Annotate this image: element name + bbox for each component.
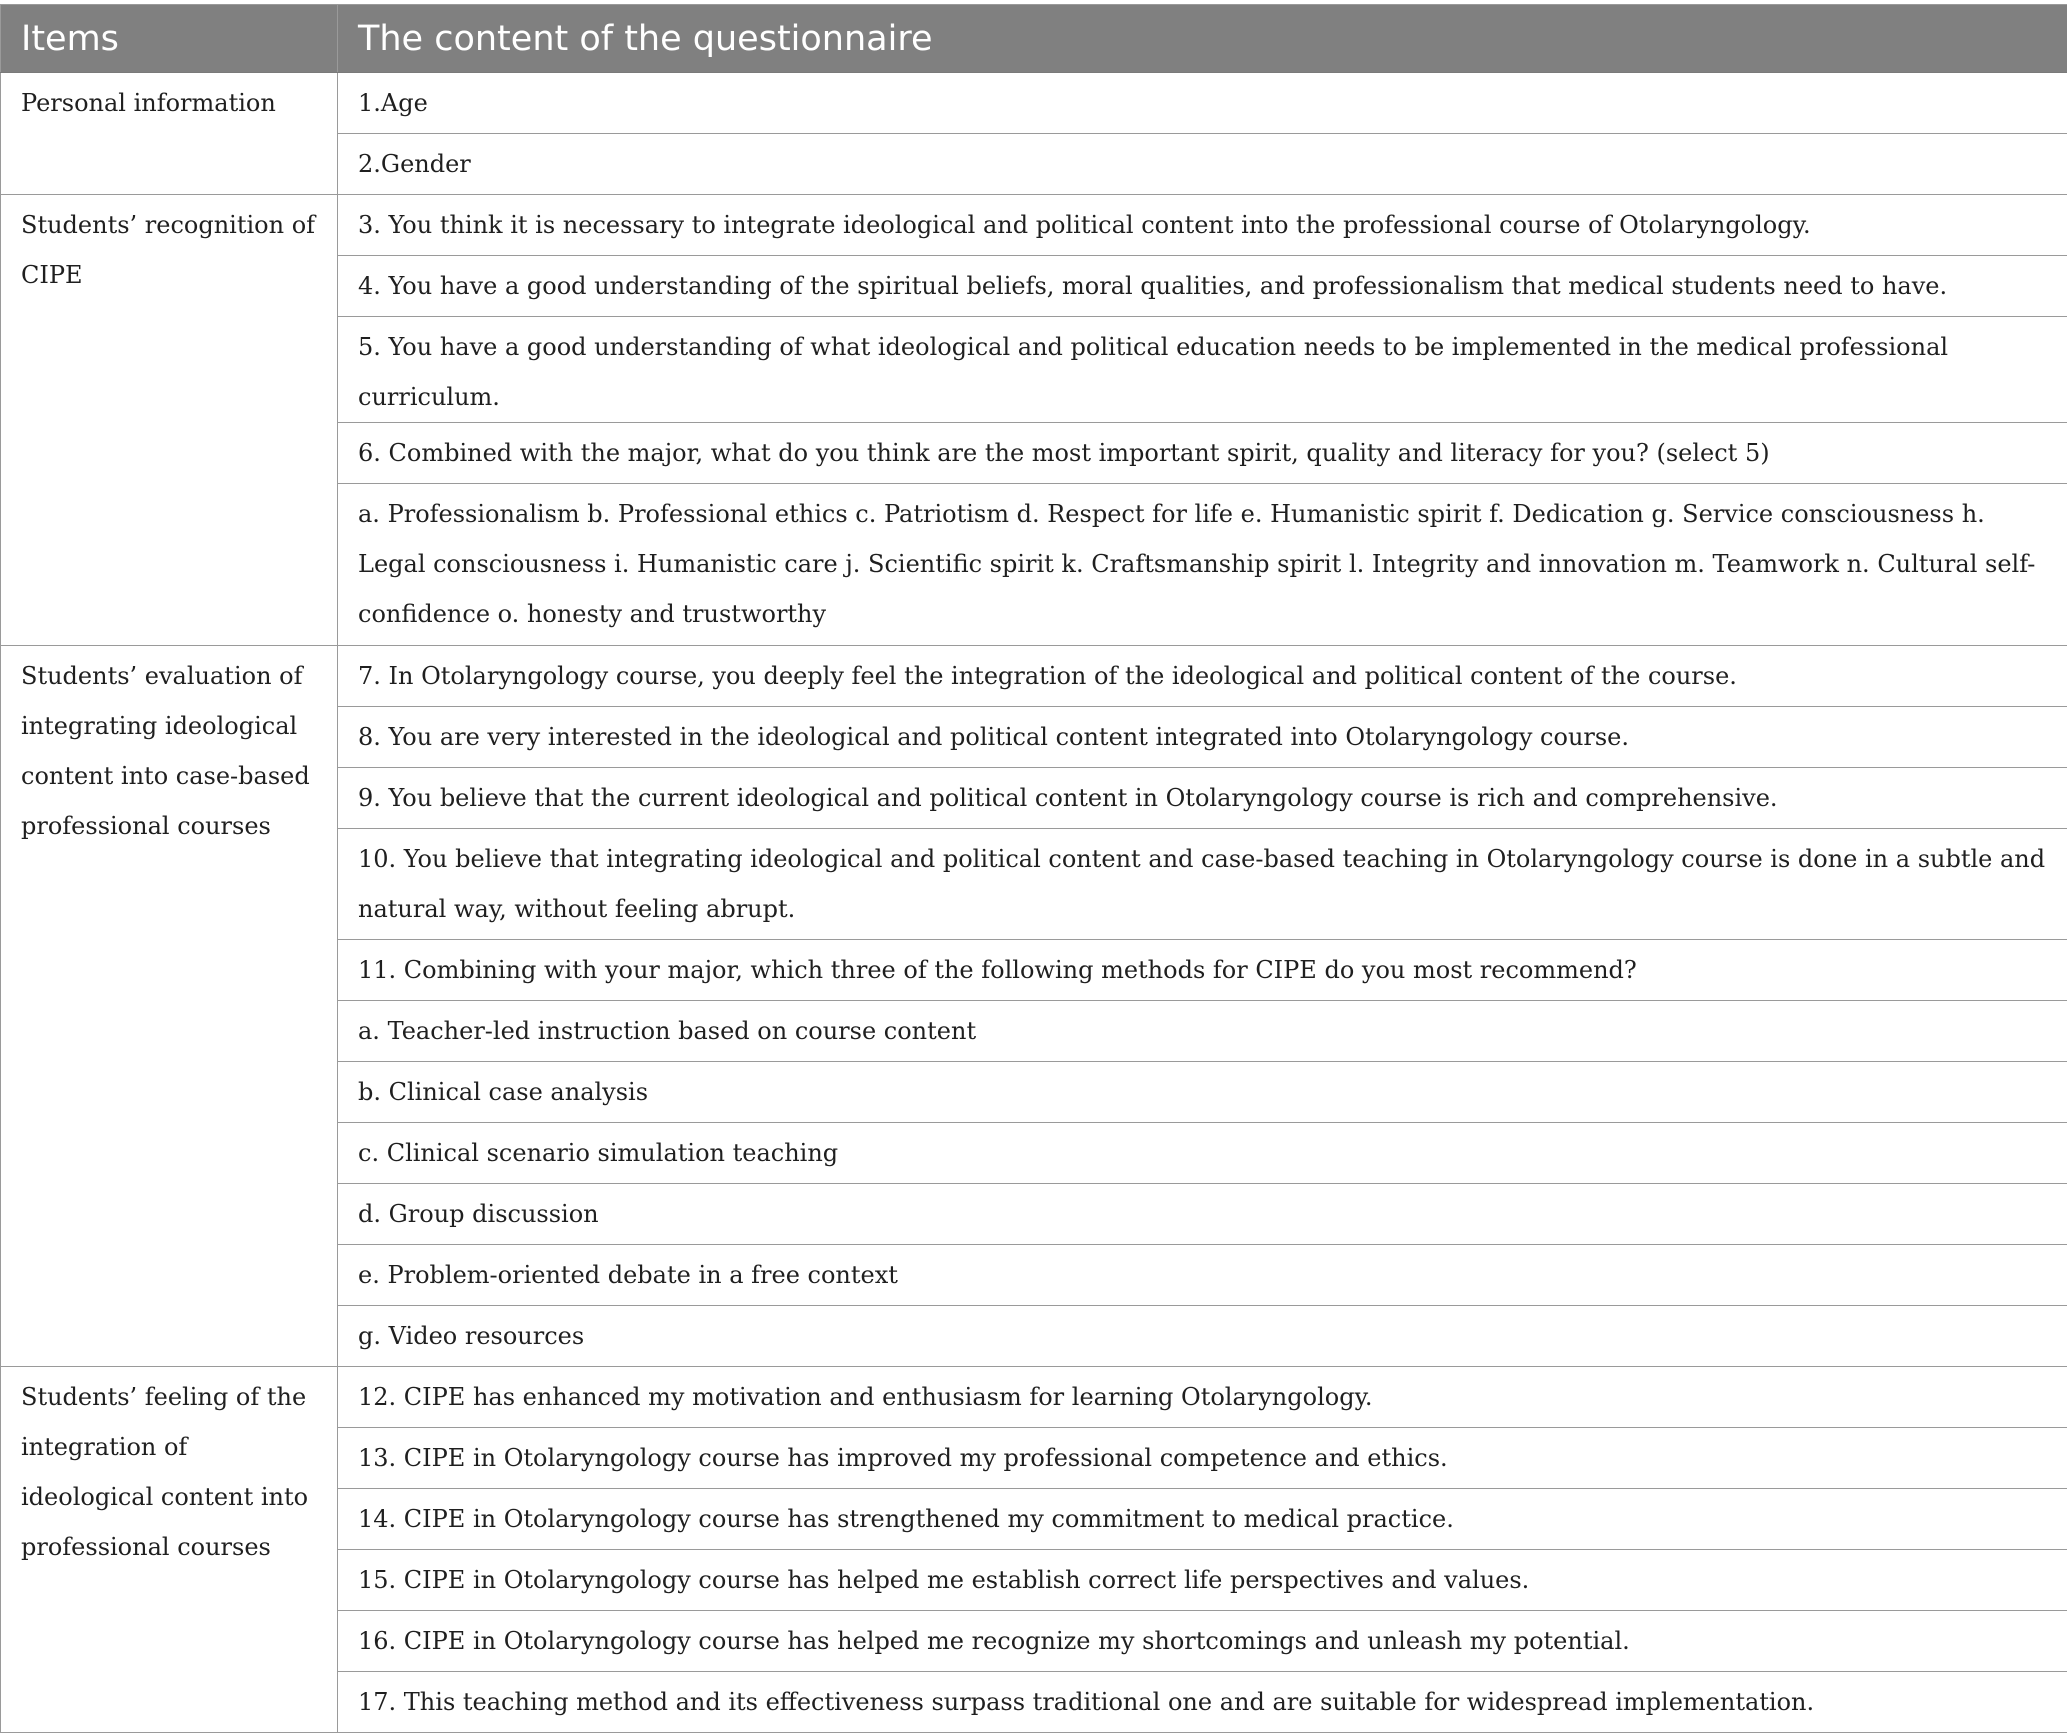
header-items: Items xyxy=(1,5,338,73)
question-cell: 4. You have a good understanding of the spiritual beliefs, moral qualities, and professionalism that medical students need to have. xyxy=(338,256,2067,317)
item-recognition: Students’ recognition of CIPE xyxy=(1,195,338,646)
question-cell: d. Group discussion xyxy=(338,1184,2067,1245)
question-cell: c. Clinical scenario simulation teaching xyxy=(338,1123,2067,1184)
item-evaluation: Students’ evaluation of integrating ideological content into case-based professional courses xyxy=(1,646,338,1367)
question-cell: b. Clinical case analysis xyxy=(338,1062,2067,1123)
question-cell: 17. This teaching method and its effectiveness surpass traditional one and are suitable for widespread implementation. xyxy=(338,1672,2067,1733)
table-row xyxy=(1,73,2067,134)
question-cell: g. Video resources xyxy=(338,1306,2067,1367)
question-cell: 10. You believe that integrating ideological and political content and case-based teaching in Otolaryngology course is done in a subtle and natural way, without feeling abrupt. xyxy=(338,829,2067,940)
table-row xyxy=(1,646,2067,707)
question-cell: e. Problem-oriented debate in a free context xyxy=(338,1245,2067,1306)
question-cell: 7. In Otolaryngology course, you deeply feel the integration of the ideological and political content of the course. xyxy=(338,646,2067,707)
question-cell: 5. You have a good understanding of what ideological and political education needs to be implemented in the medical professional curriculum. xyxy=(338,317,2067,423)
table-row xyxy=(1,1367,2067,1428)
question-cell: 1.Age xyxy=(338,73,2067,134)
question-cell: a. Teacher-led instruction based on course content xyxy=(338,1001,2067,1062)
question-cell: 14. CIPE in Otolaryngology course has strengthened my commitment to medical practice. xyxy=(338,1489,2067,1550)
question-cell: 16. CIPE in Otolaryngology course has helped me recognize my shortcomings and unleash my potential. xyxy=(338,1611,2067,1672)
header-row xyxy=(1,5,2067,73)
question-cell: 12. CIPE has enhanced my motivation and enthusiasm for learning Otolaryngology. xyxy=(338,1367,2067,1428)
question-cell: 6. Combined with the major, what do you think are the most important spirit, quality and literacy for you? (select 5) xyxy=(338,423,2067,484)
question-cell: 15. CIPE in Otolaryngology course has helped me establish correct life perspectives and values. xyxy=(338,1550,2067,1611)
table-header xyxy=(1,5,2067,73)
question-cell: 11. Combining with your major, which three of the following methods for CIPE do you most recommend? xyxy=(338,940,2067,1001)
question-cell: a. Professionalism b. Professional ethics c. Patriotism d. Respect for life e. Humanistic spirit f. Dedication g. Service consciousness h. Legal consciousness i. Humanistic care j. Scientific spirit k. Craftsmanship spirit l. Integrity and innovation m. Teamwork n. Cultural self-confidence o. honesty and trustworthy xyxy=(338,484,2067,646)
table-row xyxy=(1,195,2067,256)
question-cell: 3. You think it is necessary to integrate ideological and political content into the professional course of Otolaryngology. xyxy=(338,195,2067,256)
question-cell: 8. You are very interested in the ideological and political content integrated into Otolaryngology course. xyxy=(338,707,2067,768)
questionnaire-table xyxy=(0,4,2067,1733)
table-body xyxy=(1,73,2067,1733)
question-cell: 2.Gender xyxy=(338,134,2067,195)
question-cell: 13. CIPE in Otolaryngology course has improved my professional competence and ethics. xyxy=(338,1428,2067,1489)
item-personal-information: Personal information xyxy=(1,73,338,195)
header-content: The content of the questionnaire xyxy=(338,5,2067,73)
question-cell: 9. You believe that the current ideological and political content in Otolaryngology course is rich and comprehensive. xyxy=(338,768,2067,829)
item-feeling: Students’ feeling of the integration of ideological content into professional courses xyxy=(1,1367,338,1733)
